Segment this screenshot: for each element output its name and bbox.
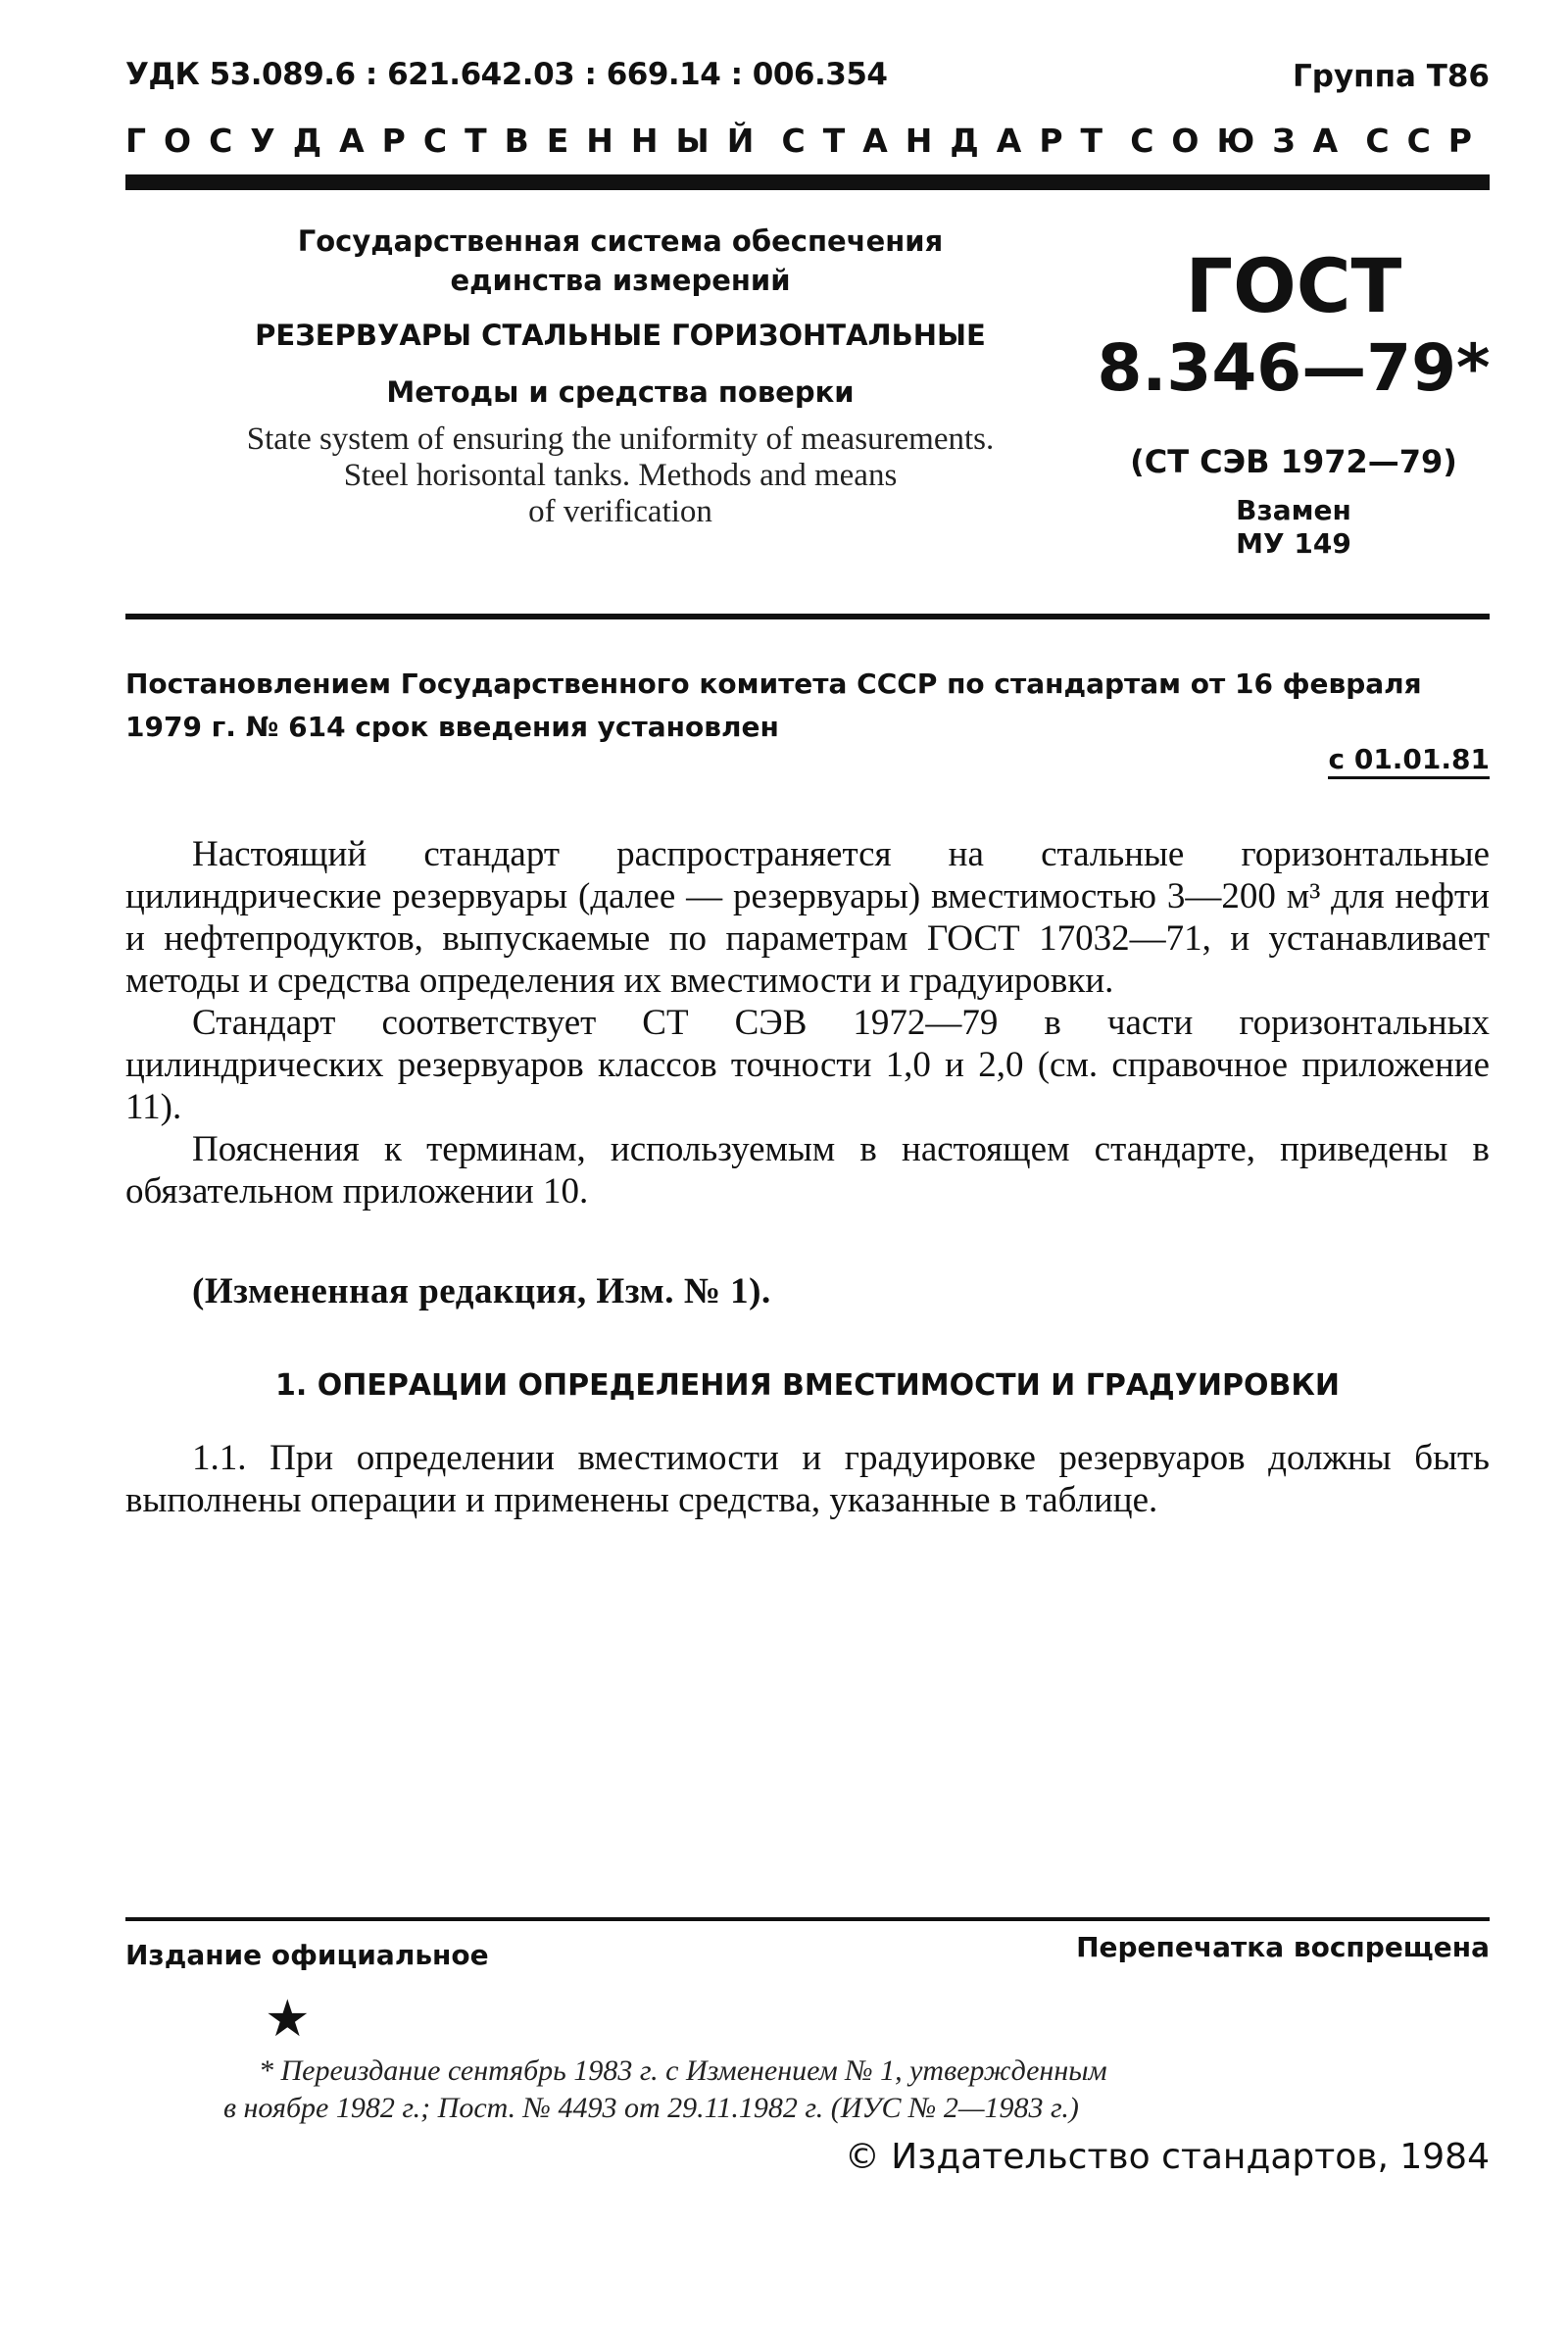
- official-edition: Издание официальное: [125, 1939, 489, 1971]
- header-rule: [125, 174, 1490, 190]
- star-icon: ★: [265, 1990, 311, 2049]
- footnote-line: * Переиздание сентябрь 1983 г. с Изменением № 1, утвержденным: [259, 2054, 1107, 2087]
- replaces-document: МУ 149: [1236, 527, 1351, 560]
- document-subtitle: Методы и средства поверки: [386, 375, 855, 409]
- replaces-label: Взамен: [1236, 494, 1351, 526]
- decree-line: 1979 г. № 614 срок введения установлен: [125, 711, 779, 743]
- udk-code: УДК 53.089.6 : 621.642.03 : 669.14 : 006.354: [125, 57, 888, 92]
- gost-label: ГОСТ: [1185, 242, 1402, 329]
- reprint-prohibited: Перепечатка воспрещена: [1076, 1931, 1490, 1963]
- system-line: Государственная система обеспечения: [297, 224, 944, 258]
- copyright: © Издательство стандартов, 1984: [844, 2137, 1490, 2177]
- banner-word: СТАНДАРТ: [781, 122, 1121, 160]
- banner-word: ССР: [1365, 122, 1490, 160]
- group-code: Группа Т86: [1293, 59, 1490, 94]
- gost-designation: [1078, 242, 1509, 561]
- reissue-footnote: [223, 2053, 1399, 2127]
- effective-date: с 01.01.81: [1328, 743, 1490, 779]
- footer-rule: [125, 1917, 1490, 1921]
- decree-line: Постановлением Государственного комитета СССР по стандартам от 16 февраля: [125, 668, 1422, 700]
- document-title: РЕЗЕРВУАРЫ СТАЛЬНЫЕ ГОРИЗОНТАЛЬНЫЕ: [255, 319, 986, 352]
- body-paragraph: 1.1. При определении вместимости и градуировке резервуаров должны быть выполнены операции и применены средства, указанные в таблице.: [125, 1438, 1490, 1520]
- english-title-line: Steel horisontal tanks. Methods and means: [343, 458, 898, 493]
- amendment-note: (Измененная редакция, Изм. № 1).: [192, 1271, 771, 1311]
- intro-section: [125, 833, 1490, 1212]
- body-paragraph: Настоящий стандарт распространяется на стальные горизонтальные цилиндрические резервуары (далее — резервуары) вместимостью 3—200 м³ для нефти и нефтепродуктов, выпускаемые по параметрам ГОСТ 17032—71, и устанавливает методы и средства определения их вместимости и градуировки.: [125, 834, 1490, 1001]
- body-paragraph: Пояснения к терминам, используемым в настоящем стандарте, приведены в обязательном приложении 10.: [125, 1129, 1490, 1212]
- sev-reference: (СТ СЭВ 1972—79): [1130, 443, 1457, 480]
- banner-word: ГОСУДАРСТВЕННЫЙ: [125, 122, 772, 160]
- system-line: единства измерений: [450, 264, 791, 297]
- decree-text: [125, 663, 1490, 749]
- english-title-line: State system of ensuring the uniformity of measurements.: [246, 421, 995, 457]
- body-paragraph: Стандарт соответствует СТ СЭВ 1972—79 в части горизонтальных цилиндрических резервуаров классов точности 1,0 и 2,0 (см. справочное приложение 11).: [125, 1003, 1490, 1127]
- state-standard-banner: [125, 122, 1490, 160]
- english-title-line: of verification: [528, 494, 712, 529]
- section-heading: 1. ОПЕРАЦИИ ОПРЕДЕЛЕНИЯ ВМЕСТИМОСТИ И ГРАДУИРОВКИ: [275, 1368, 1340, 1403]
- gost-number: 8.346—79*: [1097, 330, 1491, 406]
- section-1-body: [125, 1437, 1490, 1521]
- title-block: [125, 222, 1115, 530]
- banner-word: СОЮЗА: [1130, 122, 1356, 160]
- footnote-line: в ноябре 1982 г.; Пост. № 4493 от 29.11.1982 г. (ИУС № 2—1983 г.): [223, 2092, 1079, 2124]
- title-rule: [125, 614, 1490, 619]
